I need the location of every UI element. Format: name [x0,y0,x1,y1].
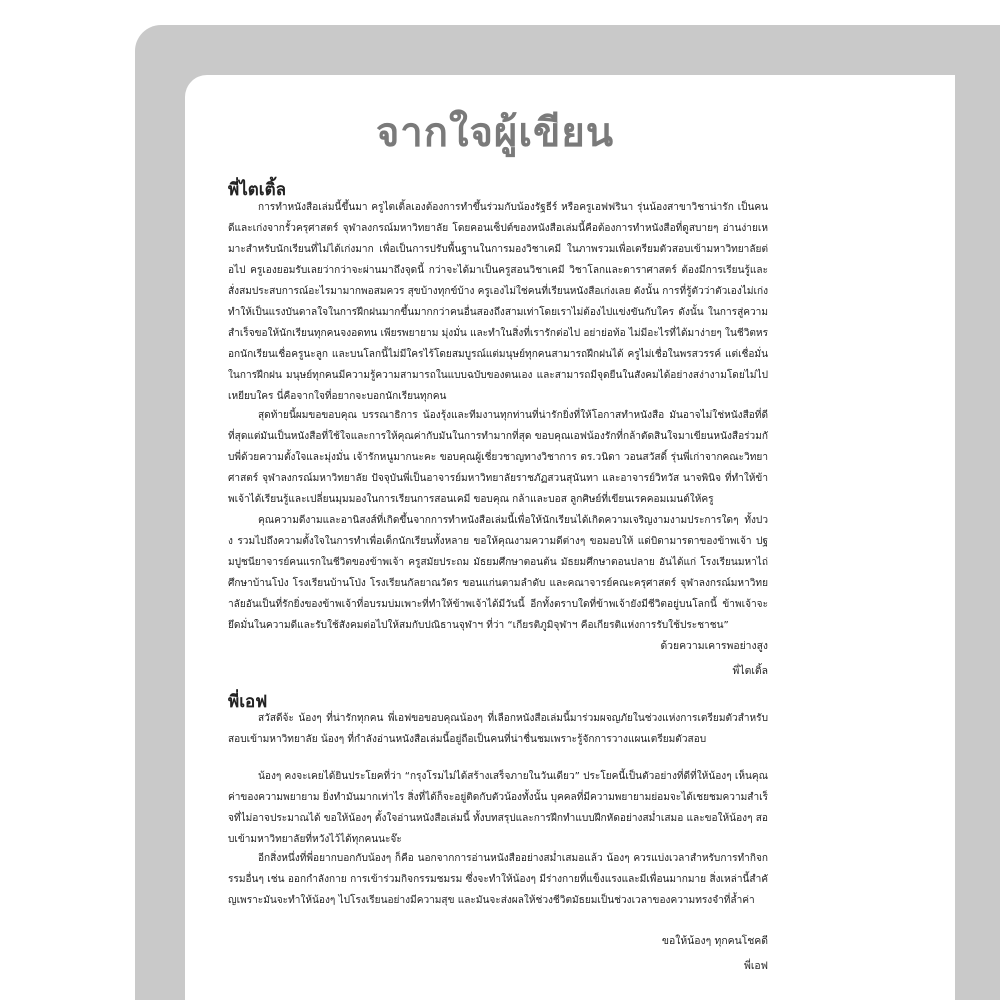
paragraph: การทำหนังสือเล่มนี้ขึ้นมา ครูไตเติ้ลเองต้องการทำขึ้นร่วมกับน้องรัฐธีร์ หรือครูเอฟฟรินา รุ่นน้องสาขาวิชาน่ารัก เป็นคนดีและเก่งจากรั้วครุศาสตร์ จุฬาลงกรณ์มหาวิทยาลัย โดยคอนเซ็ปต์ของหนังสือเล่มนี้คือต้องการทำหนังสือที่ดูสบายๆ อ่านง่ายเหมาะสำหรับนักเรียนที่ไม่ได้เก่งมาก เพื่อเป็นการปรับพื้นฐานในการมองวิชาเคมี ในภาพรวมเพื่อเตรียมตัวสอบเข้ามหาวิทยาลัยต่อไป ครูเองยอมรับเลยว่ากว่าจะผ่านมาถึงจุดนี้ กว่าจะได้มาเป็นครูสอนวิชาเคมี วิชาโลกและดาราศาสตร์ ต้องมีการเรียนรู้และสั่งสมประสบการณ์อะไรมามากพอสมควร สุขบ้างทุกข์บ้าง ครูเองไม่ใช่คนที่เรียนหนังสือเก่งเลย ดังนั้น การที่รู้ตัวว่าตัวเองไม่เก่งทำให้เป็นแรงบันดาลใจในการฝึกฝนมากขึ้นมากกว่าคนอื่นสองถึงสามเท่าโดยเราไม่ต้องไปแข่งขันกับใคร ดังนั้น ในการสู่ความสำเร็จขอให้นักเรียนทุกคนจงอดทน เพียรพยายาม มุ่งมั่น และทำในสิ่งที่เรารักต่อไป อย่าย่อท้อ ไม่มีอะไรที่ได้มาง่ายๆ ในชีวิตหรอกนักเรียนเชื่อครูนะลูก และบนโลกนี้ไม่มีใครไร้โดยสมบูรณ์แต่มนุษย์ทุกคนสามารถฝึกฝนได้ ครูไม่เชื่อในพรสวรรค์ แต่เชื่อมั่นในการฝึกฝน มนุษย์ทุกคนมีความรู้ความสามารถในแบบฉบับของตนเอง และสามารถมีจุดยืนในสังคมได้อย่างสง่างามโดยไม่ไปเหยียบใคร นี่คือจากใจที่อยากจะบอกนักเรียนทุกคน [228,202,768,402]
paragraph: คุณความดีงามและอานิสงส์ที่เกิดขึ้นจากการทำหนังสือเล่มนี้เพื่อให้นักเรียนได้เกิดความเจริญงามงามประการใดๆ ทั้งปวง รวมไปถึงความตั้งใจในการทำเพื่อเด็กนักเรียนทั้งหลาย ขอให้คุณงามความดีต่างๆ ขอมอบให้ แด่บิดามารดาของข้าพเจ้า ปฐมปูชนียาจารย์คนแรกในชีวิตของข้าพเจ้า ครูสมัยประถม มัธยมศึกษาตอนต้น มัธยมศึกษาตอนปลาย อันได้แก่ โรงเรียนมหาไถ่ศึกษาบ้านโป่ง โรงเรียนบ้านโป่ง โรงเรียนกัลยาณวัตร ขอนแก่นตามลำดับ และคณาจารย์คณะครุศาสตร์ จุฬาลงกรณ์มหาวิทยาลัยอันเป็นที่รักยิ่งของข้าพเจ้าที่อบรมบ่มเพาะที่ทำให้ข้าพเจ้าได้มีวันนี้ อีกทั้งตราบใดที่ข้าพเจ้ายังมีชีวิตอยู่บนโลกนี้ ข้าพเจ้าจะยึดมั่นในความดีและรับใช้สังคมต่อไปให้สมกับปณิธานจุฬาฯ ที่ว่า “เกียรติภูมิจุฬาฯ คือเกียรติแห่งการรับใช้ประชาชน” [228,515,768,631]
signature: พี่ไตเติ้ล [732,665,768,677]
paragraph: อีกสิ่งหนึ่งที่พี่อยากบอกกับน้องๆ ก็คือ นอกจากการอ่านหนังสืออย่างสม่ำเสมอแล้ว น้องๆ ควรแบ่งเวลาสำหรับการทำกิจกรรมอื่นๆ เช่น ออกกำลังกาย การเข้าร่วมกิจกรรมชมรม ซึ่งจะทำให้น้องๆ มีร่างกายที่แข็งแรงและมีเพื่อนมากมาย สิ่งเหล่านี้สำคัญเพราะมันจะทำให้น้องๆ ไปโรงเรียนอย่างมีความสุข และมันจะส่งผลให้ช่วงชีวิตมัธยมเป็นช่วงเวลาของความทรงจำที่ล้ำค่า [228,853,768,906]
closing-text: ขอให้น้องๆ ทุกคนโชคดี [661,935,768,947]
paragraph: น้องๆ คงจะเคยได้ยินประโยคที่ว่า “กรุงโรมไม่ได้สร้างเสร็จภายในวันเดียว” ประโยคนี้เป็นตัวอย่างที่ดีที่ให้น้องๆ เห็นคุณค่าของความพยายาม ยิ่งทำมันมากเท่าไร สิ่งที่ได้ก็จะอยู่ติดกับตัวน้องทั้งนั้น บุคคลที่มีความพยายามย่อมจะได้เชยชมความสำเร็จที่ไม่อาจประมาณได้ ขอให้น้องๆ ตั้งใจอ่านหนังสือเล่มนี้ ทั้งบทสรุปและการฝึกทำแบบฝึกหัดอย่างสม่ำเสมอ และขอให้น้องๆ สอบเข้ามหาวิทยาลัยที่หวังไว้ได้ทุกคนนะจ๊ะ [228,771,768,845]
closing-text: ด้วยความเคารพอย่างสูง [660,640,768,652]
paragraph: สุดท้ายนี้ผมขอขอบคุณ บรรณาธิการ น้องรุ้งและทีมงานทุกท่านที่น่ารักยิ่งที่ให้โอกาสทำหนังสือ มันอาจไม่ใช่หนังสือที่ดีที่สุดแต่มันเป็นหนังสือที่ใช้ใจและการให้คุณค่ากับมันในการทำมากที่สุด ขอบคุณเอฟน้องรักที่กล้าตัดสินใจมาเขียนหนังสือร่วมกับพี่ด้วยความตั้งใจและมุ่งมั่น เจ้ารักหนูมากนะคะ ขอบคุณผู้เชี่ยวชาญทางวิชาการ ดร.วนิดา วอนสวัสดิ์ รุ่นพี่เก่าจากคณะวิทยาศาสตร์ จุฬาลงกรณ์มหาวิทยาลัย ปัจจุบันพี่เป็นอาจารย์มหาวิทยาลัยราชภัฏสวนสุนันทา และอาจารย์วิทวัส นาจพินิจ ที่ทำให้ข้าพเจ้าได้เรียนรู้และเปลี่ยนมุมมองในการเรียนการสอนเคมี ขอบคุณ กล้าและบอส ลูกศิษย์ที่เขียนเรคคอมเมนต์ให้ครู [228,410,768,505]
paragraph: สวัสดีจ้ะ น้องๆ ที่น่ารักทุกคน พี่เอฟขอขอบคุณน้องๆ ที่เลือกหนังสือเล่มนี้มาร่วมผจญภัยในช่วงแห่งการเตรียมตัวสำหรับสอบเข้ามหาวิทยาลัย น้องๆ ที่กำลังอ่านหนังสือเล่มนี้อยู่ถือเป็นคนที่น่าชื่นชมเพราะรู้จักการวางแผนเตรียมตัวสอบ [228,713,768,745]
page-title: จากใจผู้เขียน [375,110,615,156]
signature: พี่เอฟ [744,960,768,972]
section-heading-title: พี่ไตเติ้ล [228,180,287,200]
section-heading-ef: พี่เอฟ [228,692,268,712]
